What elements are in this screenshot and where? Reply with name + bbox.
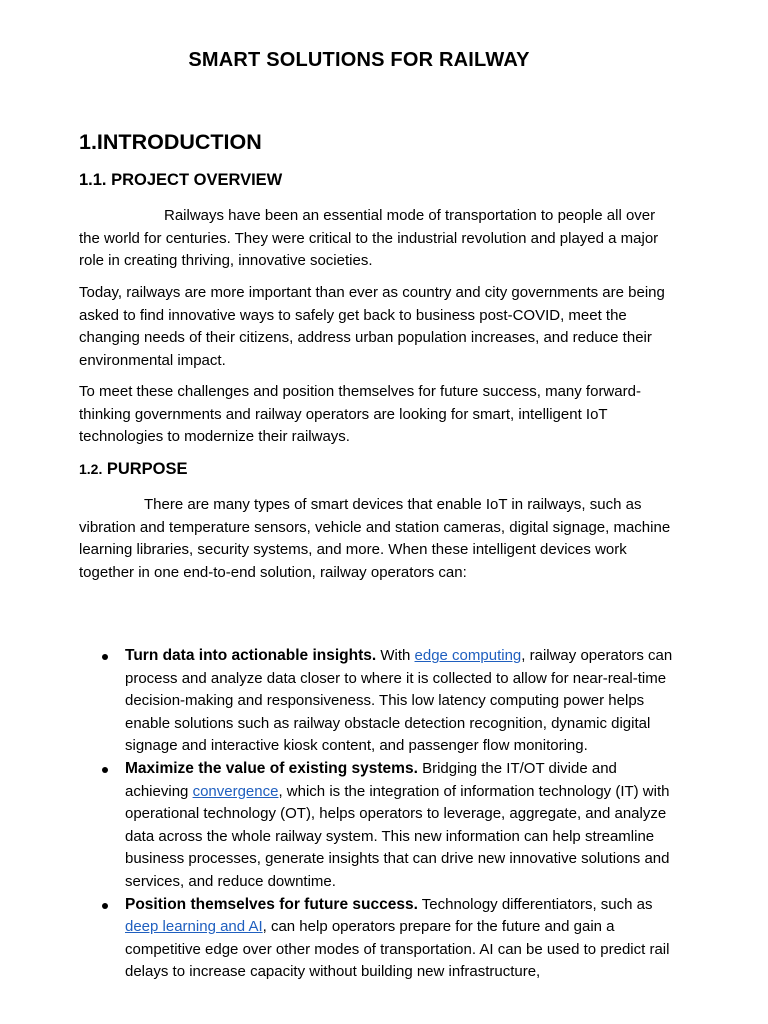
overview-paragraph-1: Railways have been an essential mode of transportation to people all over the world for centuries. They were critical to the industrial revolution and played a major role in creating thriving, innovative societies.	[79, 207, 659, 269]
bullet-text-after: , railway operators can process and analyze data closer to where it is collected to allow for near-real-time decision-making and responsiveness. This low latency computing power helps enable solutions such as railway obstacle detection recognition, dynamic digital signage and interactive kiosk content, and passenger flow monitoring.	[125, 647, 673, 755]
list-item	[79, 645, 679, 758]
bullet-text-after: , can help operators prepare for the future and gain a competitive edge over other modes of transportation. AI can be used to predict rail delays to increase capacity without building new infrastructure,	[125, 918, 670, 981]
bullet-text-before: Technology differentiators, such as	[421, 895, 653, 913]
overview-paragraph-2: Today, railways are more important than ever as country and city governments are being asked to find innovative ways to safely get back to business post-COVID, meet the changing needs of their citizens, address urban population increases, and reduce their environmental impact.	[79, 284, 665, 369]
document-title: SMART SOLUTIONS FOR RAILWAY	[188, 49, 530, 71]
edge-computing-link[interactable]: edge computing	[414, 647, 522, 664]
section-heading: 1.INTRODUCTION	[79, 130, 262, 154]
bullet-icon	[102, 654, 108, 660]
bullet-lead: Maximize the value of existing systems.	[125, 759, 418, 777]
overview-heading: 1.1. PROJECT OVERVIEW	[79, 171, 283, 189]
overview-paragraph-3: To meet these challenges and position themselves for future success, many forward-thinking governments and railway operators are looking for smart, intelligent IoT technologies to modernize their railways.	[79, 383, 641, 445]
bullet-lead: Position themselves for future success.	[125, 895, 418, 913]
purpose-heading-text: PURPOSE	[106, 460, 188, 478]
bullet-text-before: With	[380, 647, 411, 664]
list-item	[79, 758, 679, 894]
bullet-lead: Turn data into actionable insights.	[125, 647, 377, 664]
bullet-icon	[102, 903, 108, 909]
purpose-heading	[79, 460, 188, 479]
list-item	[79, 894, 679, 984]
purpose-paragraph: There are many types of smart devices that enable IoT in railways, such as vibration and temperature sensors, vehicle and station cameras, digital signage, machine learning libraries, security systems, and more. When these intelligent devices work together in one end-to-end solution, railway operators can:	[79, 496, 671, 581]
bullet-text-before: Bridging the IT/OT divide and achieving	[125, 759, 617, 800]
convergence-link[interactable]: convergence	[192, 782, 279, 800]
purpose-heading-number: 1.2.	[79, 461, 103, 477]
bullet-icon	[102, 767, 108, 773]
deep-learning-ai-link[interactable]: deep learning and AI	[125, 918, 263, 936]
benefits-list	[79, 645, 679, 984]
bullet-text-after: , which is the integration of information technology (IT) with operational technology (OT), helps operators to leverage, aggregate, and analyze data across the whole railway system. This new information can help streamline business processes, generate insights that can drive new innovative solutions and services, and reduce downtime.	[125, 782, 670, 890]
